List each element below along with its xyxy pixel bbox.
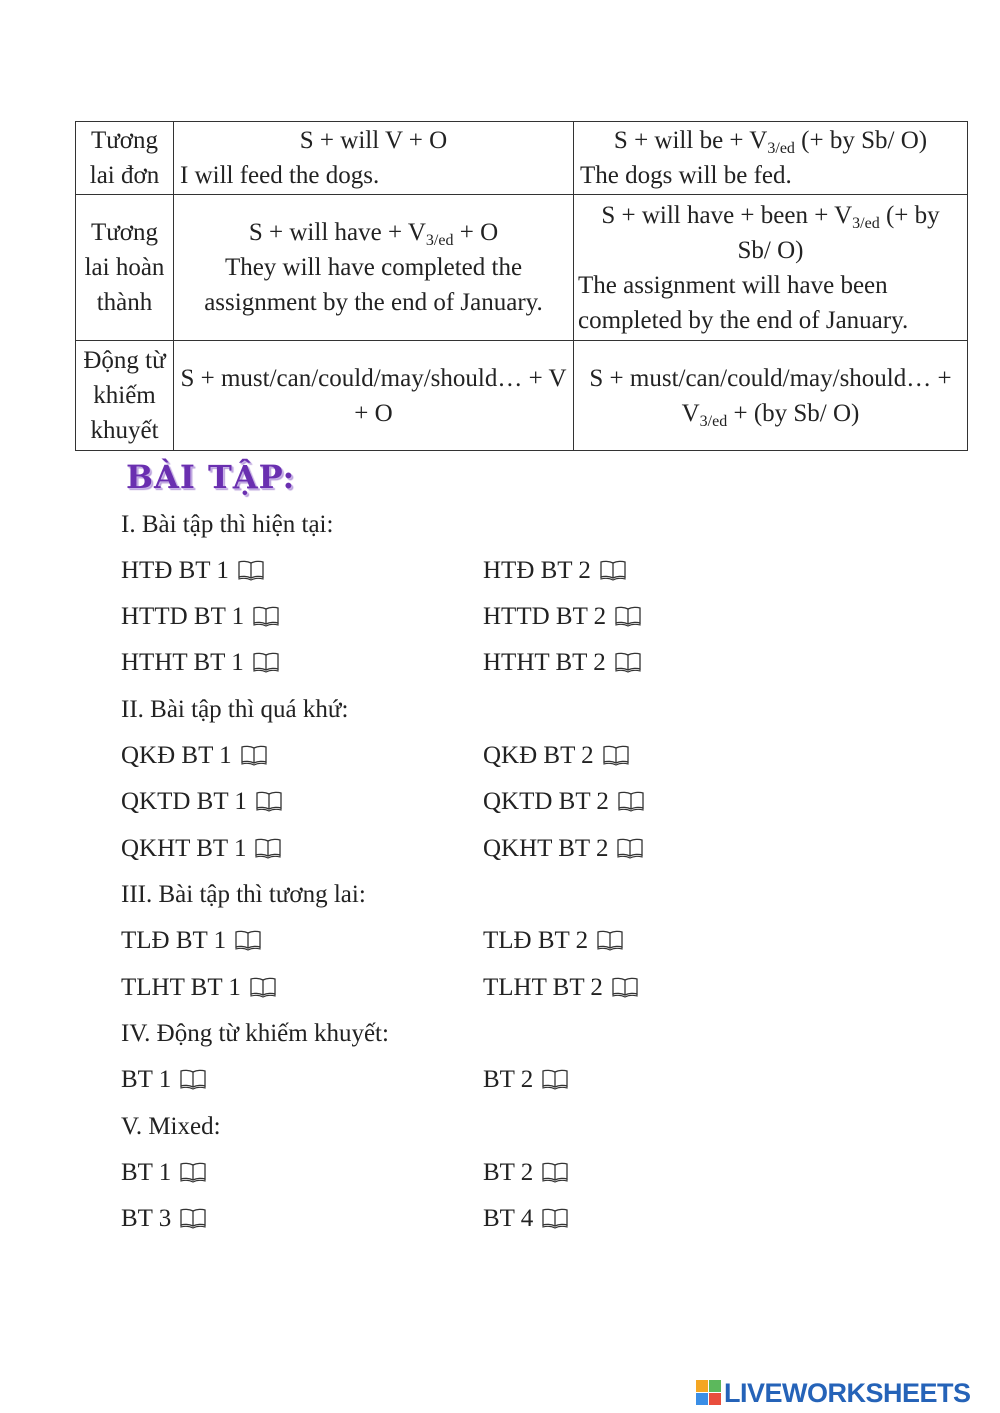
passive-example: The dogs will be fed. (580, 162, 792, 189)
active-example: I will feed the dogs. (180, 162, 380, 189)
exercise-link[interactable]: TLHT BT 1 (121, 973, 277, 1006)
active-example: They will have completed the assignment by the end of January. (204, 254, 543, 316)
table-row (76, 195, 968, 341)
book-icon[interactable] (234, 929, 262, 959)
tense-label: Tương lai đơn (89, 127, 160, 189)
exercise-link[interactable]: BT 3 (121, 1204, 207, 1237)
exercise-link[interactable]: BT 4 (483, 1204, 569, 1237)
section-heading: IV. Động từ khiếm khuyết: (121, 1020, 389, 1047)
exercise-link[interactable]: QKTD BT 1 (121, 787, 283, 820)
passive-formula: S + must/can/could/may/should… + $V_{3/ed} + (by$ Sb/ O) (589, 364, 952, 430)
exercise-link[interactable]: QKHT BT 2 (483, 834, 644, 867)
book-icon[interactable] (252, 651, 280, 681)
book-icon[interactable] (617, 790, 645, 820)
book-icon[interactable] (179, 1068, 207, 1098)
exercise-link[interactable]: BT 2 (483, 1065, 569, 1098)
passive-cell (574, 122, 968, 195)
book-icon[interactable] (179, 1161, 207, 1191)
active-formula: S + must/can/could/may/should… + V + O (180, 364, 567, 427)
exercise-link[interactable]: TLĐ BT 2 (483, 926, 624, 959)
passive-example: The assignment will have been completed by the end of January. (578, 271, 909, 334)
exercise-link[interactable]: HTHT BT 1 (121, 648, 280, 681)
passive-formula: S + will be + $V_{3/ed}$ (+ by Sb/ O) (613, 127, 928, 157)
book-icon[interactable] (616, 837, 644, 867)
liveworksheets-logo (696, 1376, 971, 1410)
liveworksheets-logo-icon (696, 1380, 722, 1406)
exercise-link[interactable]: HTĐ BT 2 (483, 556, 627, 589)
book-icon[interactable] (249, 976, 277, 1006)
logo-text: LIVEWORKSHEETS (724, 1377, 971, 1408)
tense-label: Động từ khiếm khuyết (83, 347, 166, 444)
passive-cell (574, 341, 968, 451)
tense-cell (76, 195, 174, 341)
table-row (76, 122, 968, 195)
exercise-link[interactable]: QKĐ BT 2 (483, 741, 630, 774)
book-icon[interactable] (541, 1068, 569, 1098)
exercise-link[interactable]: HTTD BT 1 (121, 602, 280, 635)
exercise-link[interactable]: TLHT BT 2 (483, 973, 639, 1006)
book-icon[interactable] (614, 605, 642, 635)
exercises-title: BÀI TẬP: (126, 458, 296, 496)
book-icon[interactable] (614, 651, 642, 681)
exercise-link[interactable]: QKHT BT 1 (121, 834, 282, 867)
book-icon[interactable] (237, 559, 265, 589)
table-row (76, 341, 968, 451)
book-icon[interactable] (611, 976, 639, 1006)
book-icon[interactable] (602, 744, 630, 774)
exercise-link[interactable]: QKTD BT 2 (483, 787, 645, 820)
exercise-link[interactable]: TLĐ BT 1 (121, 926, 262, 959)
book-icon[interactable] (252, 605, 280, 635)
exercise-link[interactable]: BT 1 (121, 1065, 207, 1098)
active-cell (174, 195, 574, 341)
exercise-link[interactable]: HTTD BT 2 (483, 602, 642, 635)
active-cell (174, 122, 574, 195)
book-icon[interactable] (240, 744, 268, 774)
book-icon[interactable] (255, 790, 283, 820)
tense-cell (76, 341, 174, 451)
book-icon[interactable] (254, 837, 282, 867)
exercise-link[interactable]: BT 1 (121, 1158, 207, 1191)
tense-cell (76, 122, 174, 195)
book-icon[interactable] (179, 1207, 207, 1237)
passive-formula: S + will have + been + $V_{3/ed}$ (+ by Sb/ O) (601, 201, 940, 264)
exercise-link[interactable]: HTHT BT 2 (483, 648, 642, 681)
tense-label: Tương lai hoàn thành (84, 219, 165, 316)
exercise-link[interactable]: HTĐ BT 1 (121, 556, 265, 589)
active-formula: S + will have + $V_{3/ed} + O$ (248, 219, 499, 249)
section-heading: I. Bài tập thì hiện tại: (121, 511, 334, 538)
active-formula: S + will V + O (299, 127, 448, 154)
book-icon[interactable] (599, 559, 627, 589)
book-icon[interactable] (541, 1207, 569, 1237)
grammar-table (75, 121, 968, 451)
book-icon[interactable] (596, 929, 624, 959)
section-heading: II. Bài tập thì quá khứ: (121, 696, 349, 723)
exercise-link[interactable]: QKĐ BT 1 (121, 741, 268, 774)
active-cell (174, 341, 574, 451)
passive-cell (574, 195, 968, 341)
section-heading: V. Mixed: (121, 1113, 221, 1140)
book-icon[interactable] (541, 1161, 569, 1191)
exercise-link[interactable]: BT 2 (483, 1158, 569, 1191)
section-heading: III. Bài tập thì tương lai: (121, 881, 366, 908)
